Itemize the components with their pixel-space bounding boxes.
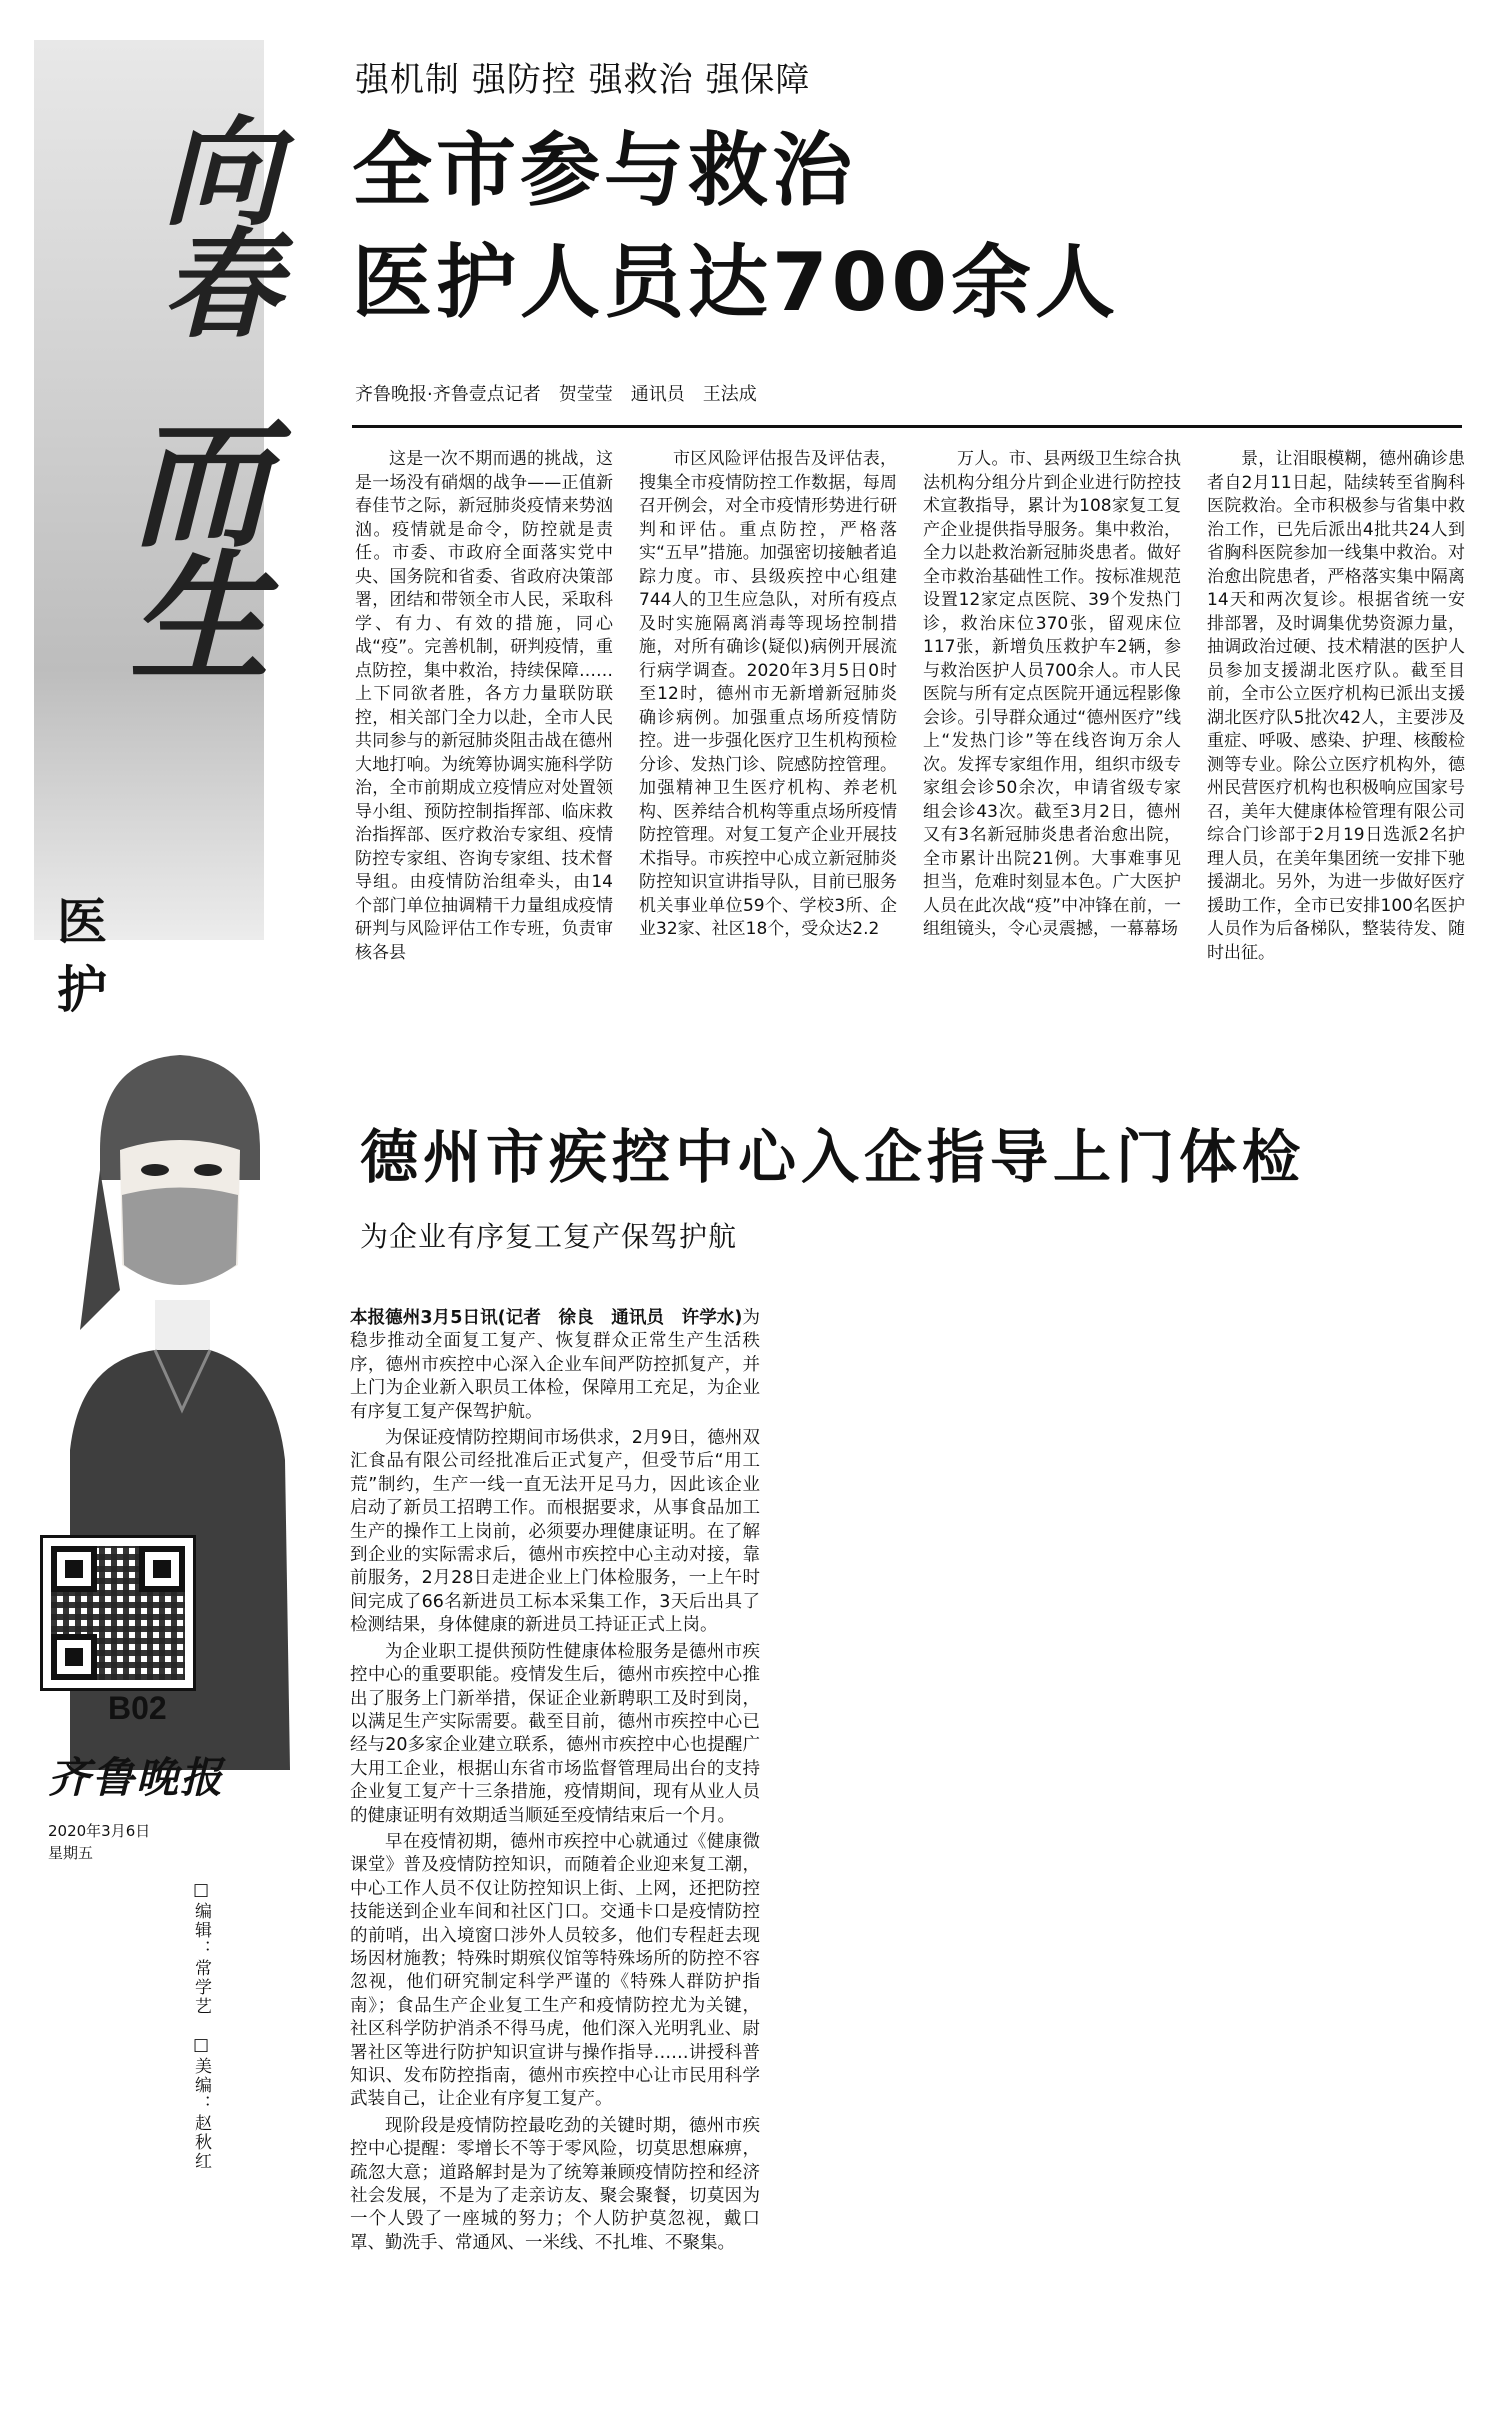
article1-headline-line1: 全市参与救治 <box>352 124 856 217</box>
article1-headline-line2: 医护人员达700余人 <box>352 236 1119 329</box>
qr-code[interactable] <box>40 1535 196 1691</box>
banner-title-line1: 向春 <box>142 110 281 334</box>
article1-column-4: 景，让泪眼模糊，德州确诊患者自2月11日起，陆续转至省胸科医院救治。全市积极参与省集中救治工作，已先后派出4批共24人到省胸科医院参加一线集中救治。对治愈出院患者，严格落实集中隔离14天和两次复诊。根据省统一安排部署，及时调集优势资源力量，抽调政治过硬、技术精湛的医护人员参加支援湖北医疗队。截至目前，全市公立医疗机构已派出支援湖北医疗队5批次42人，主要涉及重症、呼吸、感染、护理、核酸检测等专业。除公立医疗机构外，德州民营医疗机构也积极响应国家号召，美年大健康体检管理有限公司综合门诊部于2月19日选派2名护理人员，在美年集团统一安排下驰援湖北。另外，为进一步做好医疗援助工作，全市已安排100名医护人员作为后备梯队，整装待发、随时出征。 <box>1207 449 1465 963</box>
article2-lead-paragraph <box>350 1307 760 1424</box>
article2-lead: 为稳步推动全面复工复产、恢复群众正常生产生活秩序，德州市疾控中心深入企业车间严防控抓复产，并上门为企业新入职员工体检，保障用工充足，为企业有序复工复产保驾护航。 <box>350 1308 760 1422</box>
article2-paragraph: 现阶段是疫情防控最吃劲的关键时期，德州市疾控中心提醒：零增长不等于零风险，切莫思想麻痹，疏忽大意；道路解封是为了统筹兼顾疫情防控和经济社会发展，不是为了走亲访友、聚会聚餐，切莫因为一个人毁了一座城的努力；个人防护莫忽视，戴口罩、勤洗手、常通风、一米线、不扎堆、不聚集。 <box>350 2115 760 2253</box>
section-banner-image <box>34 40 281 940</box>
page-number: B02 <box>108 1690 167 1726</box>
issue-weekday: 星期五 <box>48 1844 94 1862</box>
issue-date-text: 2020年3月6日 <box>48 1822 151 1840</box>
banner-title-line2: 而生 <box>106 410 270 678</box>
newspaper-masthead: 齐鲁晚报 <box>48 1753 225 1802</box>
issue-date <box>48 1820 150 1864</box>
article1-headline <box>352 115 1119 339</box>
section-label: 医护 <box>49 895 108 1031</box>
article2-headline: 德州市疾控中心入企指导上门体检 <box>360 1123 1306 1191</box>
article2-paragraph: 为企业职工提供预防性健康体检服务是德州市疾控中心的重要职能。疫情发生后，德州市疾控中心推出了服务上门新举措，保证企业新聘职工及时到岗，以满足生产实际需要。截至目前，德州市疾控中心已经与20多家企业建立联系，德州市疾控中心也提醒广大用工企业，根据山东省市场监督管理局出台的支持企业复工复产十三条措施，疫情期间，现有从业人员的健康证明有效期适当顺延至疫情结束后一个月。 <box>350 1641 760 1826</box>
article2-paragraph: 早在疫情初期，德州市疾控中心就通过《健康微课堂》普及疫情防控知识，而随着企业迎来复工潮，中心工作人员不仅让防控知识上街、上网，还把防控技能送到企业车间和社区门口。交通卡口是疫情防控的前哨，出入境窗口涉外人员较多，他们专程赶去现场因材施教；特殊时期殡仪馆等特殊场所的防控不容忽视，他们研究制定科学严谨的《特殊人群防护指南》；食品生产企业复工生产和疫情防控尤为关键，社区科学防护消杀不得马虎，他们深入光明乳业、尉署社区等进行防护知识宣讲与操作指导……讲授科普知识、发布防控指南，德州市疾控中心让市民用科学武装自己，让企业有序复工复产。 <box>350 1831 760 2110</box>
article1-column-1: 这是一次不期而遇的挑战，这是一场没有硝烟的战争——正值新春佳节之际，新冠肺炎疫情来势汹汹。疫情就是命令，防控就是责任。市委、市政府全面落实党中央、国务院和省委、省政府决策部署，团结和带领全市人民，采取科学、有力、有效的措施，同心战“疫”。完善机制，研判疫情，重点防控，集中救治，持续保障……上下同欲者胜，各方力量联防联控，相关部门全力以赴，全市人民共同参与的新冠肺炎阻击战在德州大地打响。为统筹协调实施科学防治，全市前期成立疫情应对处置领导小组、预防控制指挥部、临床救治指挥部、医疗救治专家组、疫情防控专家组、咨询专家组、技术督导组。由疫情防治组牵头，由14个部门单位抽调精干力量组成疫情研判与风险评估工作专班，负责审核各县 <box>355 449 613 963</box>
article1-column-2: 市区风险评估报告及评估表，搜集全市疫情防控工作数据，每周召开例会，对全市疫情形势进行研判和评估。重点防控，严格落实“五早”措施。加强密切接触者追踪力度。市、县级疾控中心组建744人的卫生应急队，对所有疫点及时实施隔离消毒等现场控制措施，对所有确诊(疑似)病例开展流行病学调查。2020年3月5日0时至12时，德州市无新增新冠肺炎确诊病例。加强重点场所疫情防控。进一步强化医疗卫生机构预检分诊、发热门诊、院感防控管理。加强精神卫生医疗机构、养老机构、医养结合机构等重点场所疫情防控管理。对复工复产企业开展技术指导。市疾控中心成立新冠肺炎防控知识宣讲指导队，目前已服务机关事业单位59个、学校3所、企业32家、社区18个，受众达2.2 <box>639 449 897 939</box>
article2-subheadline: 为企业有序复工复产保驾护航 <box>360 1220 738 1253</box>
editor-credits: □编辑：常学艺 □美编：赵秋红 <box>191 1880 211 2171</box>
article2-paragraph: 为保证疫情防控期间市场供求，2月9日，德州双汇食品有限公司经批准后正式复产，但受节后“用工荒”制约，生产一线一直无法开足马力，因此该企业启动了新员工招聘工作。而根据要求，从事食品加工生产的操作工上岗前，必须要办理健康证明。在了解到企业的实际需求后，德州市疾控中心主动对接，靠前服务，2月28日走进企业上门体检服务，一上午时间完成了66名新进员工标本采集工作，3天后出具了检测结果，身体健康的新进员工持证正式上岗。 <box>350 1428 760 1636</box>
article1-column-3: 万人。市、县两级卫生综合执法机构分组分片到企业进行防控技术宣教指导，累计为108家复工复产企业提供指导服务。集中救治，全力以赴救治新冠肺炎患者。做好全市救治基础性工作。按标准规范设置12家定点医院、39个发热门诊，救治床位370张，留观床位117张，新增负压救护车2辆，参与救治医护人员700余人。市人民医院与所有定点医院开通远程影像会诊。引导群众通过“德州医疗”线上“发热门诊”等在线咨询万余人次。发挥专家组作用，组织市级专家组会诊50余次，申请省级专家组会诊43次。截至3月2日，德州又有3名新冠肺炎患者治愈出院，全市累计出院21例。大事难事见担当，危难时刻显本色。广大医护人员在此次战“疫”中冲锋在前，一组组镜头，令心灵震撼，一幕幕场 <box>923 449 1181 939</box>
article2-byline: 本报德州3月5日讯(记者 徐良 通讯员 许学水) <box>350 1308 743 1328</box>
article1-byline: 齐鲁晚报·齐鲁壹点记者 贺莹莹 通讯员 王法成 <box>355 384 757 405</box>
article1-body <box>355 448 1465 965</box>
article1-kicker: 强机制 强防控 强救治 强保障 <box>355 60 811 100</box>
article2-body <box>350 1307 760 2258</box>
article1-top-rule <box>352 425 1462 428</box>
